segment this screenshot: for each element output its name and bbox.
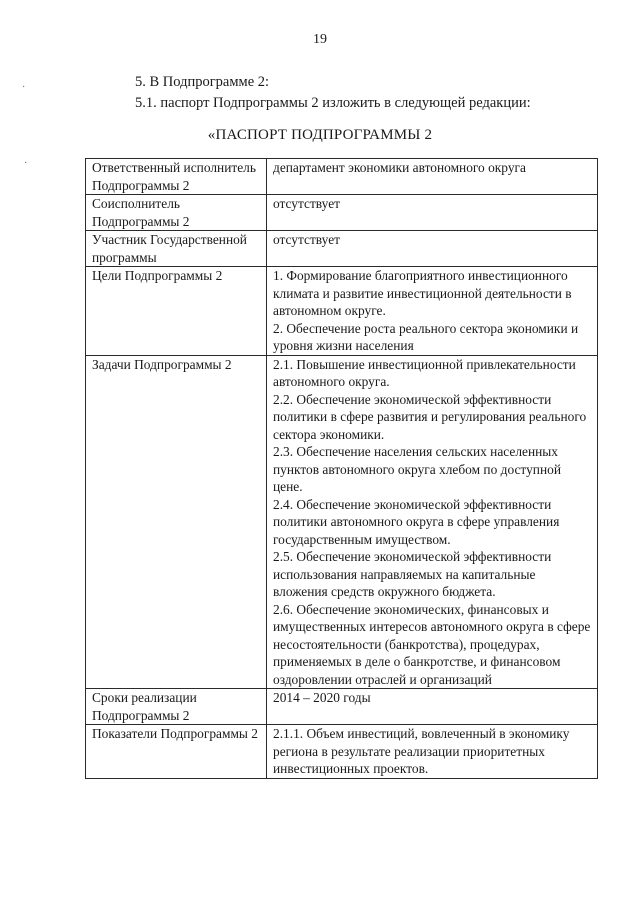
page-number: 19 <box>313 32 327 47</box>
passport-row <box>86 267 598 356</box>
passport-row-label: Участник Государственной программы <box>86 231 267 267</box>
intro-line-1: 5. В Подпрограмме 2: <box>135 74 270 90</box>
passport-row-label: Ответственный исполнитель Подпрограммы 2 <box>86 159 267 195</box>
passport-row-paragraph: 2.3. Обеспечение населения сельских населенных пунктов автономного округа хлебом по доступной цене. <box>273 444 561 494</box>
passport-row-paragraph: 2.2. Обеспечение экономической эффективности политики в сфере развития и регулирования реального сектора экономики. <box>273 391 587 442</box>
passport-table <box>85 158 598 779</box>
intro-line-2: 5.1. паспорт Подпрограммы 2 изложить в следующей редакции: <box>135 95 531 111</box>
passport-row-paragraph: 1. Формирование благоприятного инвестиционного климата и развитие инвестиционной деятельности в автономном округе. <box>273 268 572 318</box>
passport-row-paragraph: департамент экономики автономного округа <box>273 160 526 175</box>
passport-row-label: Сроки реализации Подпрограммы 2 <box>86 689 267 725</box>
passport-row-value <box>267 689 598 725</box>
passport-row-paragraph: 2014 – 2020 годы <box>273 690 371 705</box>
passport-row-paragraph: 2.1.1. Объем инвестиций, вовлеченный в экономику региона в результате реализации приоритетных инвестиционных проектов. <box>273 726 570 776</box>
intro-text <box>135 72 531 114</box>
passport-row-paragraph: 2.6. Обеспечение экономических, финансовых и имущественных интересов автономного округа в сфере несостоятельности (банкротства), процедурах, применяемых в деле о банкротстве, и финансовом оздоровлении отраслей и организаций <box>273 601 591 687</box>
passport-row-label: Задачи Подпрограммы 2 <box>86 355 267 689</box>
passport-row-label: Цели Подпрограммы 2 <box>86 267 267 356</box>
passport-row-value <box>267 195 598 231</box>
margin-mark: · <box>22 82 26 93</box>
passport-row-value <box>267 355 598 689</box>
passport-row-paragraph: 2.5. Обеспечение экономической эффективности использования направляемых на капитальные вложения средств окружного бюджета. <box>273 549 552 599</box>
passport-row <box>86 355 598 689</box>
passport-row <box>86 689 598 725</box>
margin-mark: · <box>24 158 28 169</box>
passport-row <box>86 159 598 195</box>
passport-row <box>86 195 598 231</box>
passport-row-value <box>267 267 598 356</box>
passport-row-paragraph: 2.4. Обеспечение экономической эффективности политики автономного округа в сфере управления государственным имуществом. <box>273 496 560 547</box>
passport-row <box>86 725 598 779</box>
passport-table-body <box>86 159 598 779</box>
passport-row-value <box>267 159 598 195</box>
passport-row-paragraph: отсутствует <box>273 232 340 247</box>
passport-row-value <box>267 725 598 779</box>
passport-row-paragraph: отсутствует <box>273 196 340 211</box>
passport-row-paragraph: 2.1. Повышение инвестиционной привлекательности автономного округа. <box>273 356 576 389</box>
passport-row-paragraph: 2. Обеспечение роста реального сектора экономики и уровня жизни населения <box>273 320 579 353</box>
passport-row-label: Соисполнитель Подпрограммы 2 <box>86 195 267 231</box>
passport-row-value <box>267 231 598 267</box>
passport-title: «ПАСПОРТ ПОДПРОГРАММЫ 2 <box>207 127 433 143</box>
passport-row <box>86 231 598 267</box>
passport-row-label: Показатели Подпрограммы 2 <box>86 725 267 779</box>
